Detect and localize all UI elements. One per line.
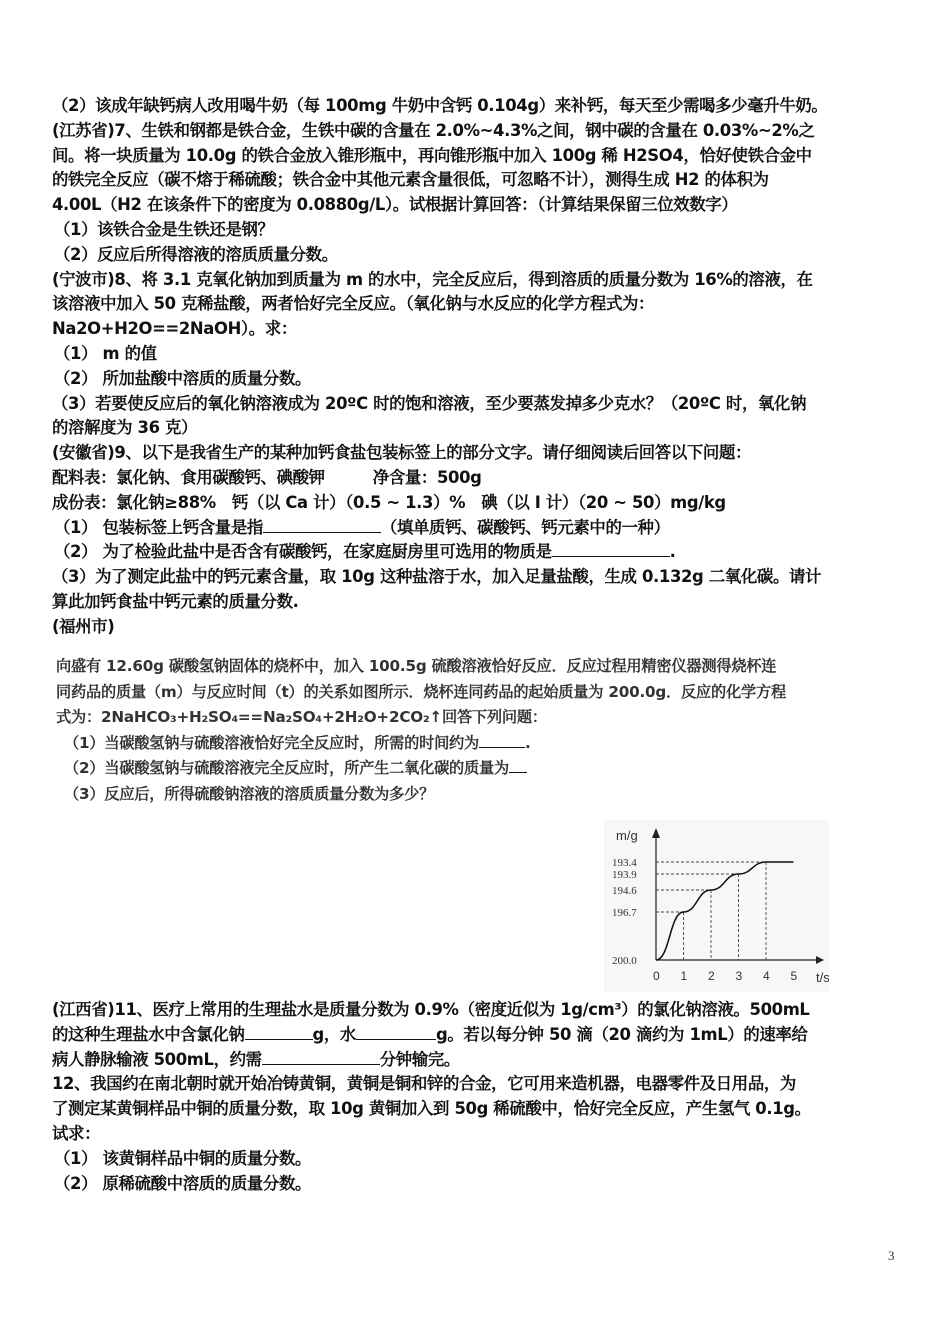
y-tick-label: 200.0: [612, 955, 637, 967]
q11-text-e: 分钟输完。: [379, 1049, 460, 1069]
text-line: 间。将一块质量为 10.0g 的铁合金放入锥形瓶中，再向锥形瓶中加入 100g 稀 H2SO4，恰好使铁合金中: [52, 145, 812, 165]
text-line: 的溶解度为 36 克）: [52, 418, 198, 438]
text-line: 成份表：氯化钠≥88% 钙（以 Ca 计）（0.5 ~ 1.3）% 碘（以 I 计）（20 ~ 50）mg/kg: [52, 492, 726, 512]
text-line: （2） 原稀硫酸中溶质的质量分数。: [54, 1173, 312, 1193]
answer-blank: [552, 540, 670, 557]
q11-text-a: 的这种生理盐水中含氯化钠: [52, 1024, 245, 1044]
embedded-line: 同药品的质量（m）与反应时间（t）的关系如图所示．烧杯连同药品的起始质量为 200.0g．反应的化学方程: [56, 682, 786, 701]
y-tick-label: 194.6: [612, 885, 637, 897]
q11-text-b: g，水: [312, 1024, 356, 1044]
text-line: （2）反应后所得溶液的溶质质量分数。: [54, 244, 338, 264]
answer-blank: [509, 758, 527, 773]
question-11-line3: [52, 1048, 902, 1073]
answer-blank: [245, 1023, 313, 1040]
eq2-text: （2）当碳酸氢钠与硫酸溶液完全反应时，所产生二氧化碳的质量为: [64, 759, 510, 778]
text-line: （2） 所加盐酸中溶质的质量分数。: [54, 368, 312, 388]
answer-blank: [262, 1048, 380, 1065]
x-axis-title: t/s: [816, 970, 829, 985]
lower-section: [52, 998, 902, 1196]
embedded-question-1: [56, 731, 876, 757]
eq1-tail: .: [525, 733, 531, 752]
q9-1-text: （1） 包装标签上钙含量是指: [54, 517, 263, 537]
q9-2-text: （2） 为了检验此盐中是否含有碳酸钙，在家庭厨房里可选用的物质是: [54, 542, 552, 562]
text-line: （3）若要使反应后的氧化钠溶液成为 20ºC 时的饱和溶液，至少要蒸发掉多少克水？（20ºC 时，氧化钠: [52, 393, 807, 413]
embedded-line: 式为：2NaHCO₃+H₂SO₄==Na₂SO₄+2H₂O+2CO₂↑回答下列问题：: [56, 708, 547, 727]
text-line: 4.00L（H2 在该条件下的密度为 0.0880g/L）。试根据计算回答：（计算结果保留三位效数字）: [52, 195, 738, 215]
text-line: (安徽省)9、以下是我省生产的某种加钙食盐包装标签上的部分文字。请仔细阅读后回答以下问题：: [52, 443, 752, 463]
text-line: （1）该铁合金是生铁还是钢？: [54, 219, 274, 239]
text-line: （2）该成年缺钙病人改用喝牛奶（每 100mg 牛奶中含钙 0.104g）来补钙，每天至少需喝多少毫升牛奶。: [52, 96, 828, 115]
question-9-1: [52, 516, 902, 541]
question-9-2: [52, 540, 902, 565]
y-axis-title: m/g: [616, 828, 638, 843]
text-line: （1） m 的值: [54, 343, 157, 363]
x-tick-label: 2: [708, 969, 715, 983]
x-tick-label: 5: [790, 969, 798, 983]
y-tick-label: 196.7: [612, 907, 637, 919]
text-line: 算此加钙食盐中钙元素的质量分数.: [52, 591, 299, 611]
page-number: 3: [888, 1248, 895, 1263]
chart-svg: [604, 820, 829, 992]
y-tick-label: 193.9: [612, 869, 637, 881]
text-line: 配料表：氯化钠、食用碳酸钙、碘酸钾 净含量：500g: [52, 467, 482, 487]
x-tick-label: 4: [763, 969, 770, 983]
embedded-line: 向盛有 12.60g 碳酸氢钠固体的烧杯中，加入 100.5g 硫酸溶液恰好反应．反应过程用精密仪器测得烧杯连: [56, 657, 777, 675]
x-tick-label: 3: [735, 969, 743, 983]
fuzhou-label: (福州市): [52, 616, 115, 636]
y-axis-arrow: [652, 828, 660, 838]
q9-2-tail: .: [669, 542, 676, 562]
answer-blank: [263, 516, 381, 533]
text-line: 该溶液中加入 50 克稀盐酸，两者恰好完全反应。（氧化钠与水反应的化学方程式为：: [52, 294, 655, 314]
q9-1-tail: （填单质钙、碳酸钙、钙元素中的一种）: [380, 517, 670, 537]
text-line: 的铁完全反应（碳不熔于稀硫酸；铁合金中其他元素含量很低，可忽略不计），测得生成 H2 的体积为: [52, 170, 769, 190]
y-tick-label: 193.4: [612, 857, 637, 869]
embedded-question-3: （3）反应后，所得硫酸钠溶液的溶质质量分数为多少？: [64, 784, 435, 803]
question-11-line2: [52, 1023, 902, 1048]
eq1-text: （1）当碳酸氢钠与硫酸溶液恰好完全反应时，所需的时间约为: [64, 733, 480, 752]
text-line: （3）为了测定此盐中的钙元素含量，取 10g 这种盐溶于水，加入足量盐酸，生成 0.132g 二氧化碳。请计: [52, 567, 822, 587]
text-line: (江苏省)7、生铁和钢都是铁合金，生铁中碳的含量在 2.0%~4.3%之间，钢中碳的含量在 0.03%~2%之: [52, 120, 815, 140]
text-line: 试求：: [52, 1123, 101, 1143]
mass-curve: [656, 862, 794, 960]
text-line: 了测定某黄铜样品中铜的质量分数，取 10g 黄铜加入到 50g 稀硫酸中，恰好完全反应，产生氢气 0.1g。: [52, 1099, 811, 1119]
text-line: 12、我国约在南北朝时就开始冶铸黄铜，黄铜是铜和锌的合金，它可用来造机器，电器零件及日用品，为: [52, 1074, 796, 1094]
q11-text-d: 病人静脉输液 500mL，约需: [52, 1049, 262, 1069]
embedded-problem-image: [56, 654, 876, 808]
answer-blank: [479, 733, 525, 748]
x-tick-label: 1: [680, 969, 688, 983]
q11-text-c: g。若以每分钟 50 滴（20 滴约为 1mL）的速率给: [435, 1024, 808, 1044]
text-line: (宁波市)8、将 3.1 克氧化钠加到质量为 m 的水中，完全反应后，得到溶质的质量分数为 16%的溶液，在: [52, 269, 813, 289]
x-tick-label: 0: [653, 969, 660, 983]
x-axis-arrow: [816, 956, 824, 964]
embedded-question-2: [56, 756, 876, 782]
answer-blank: [356, 1023, 436, 1040]
text-line: Na2O+H2O==2NaOH）。求：: [52, 319, 297, 339]
text-line: （1） 该黄铜样品中铜的质量分数。: [54, 1148, 312, 1168]
document-body: [52, 94, 902, 640]
mass-time-chart: [604, 820, 829, 992]
text-line: (江西省)11、医疗上常用的生理盐水是质量分数为 0.9%（密度近似为 1g/cm³）的氯化钠溶液。500mL: [52, 1000, 810, 1019]
